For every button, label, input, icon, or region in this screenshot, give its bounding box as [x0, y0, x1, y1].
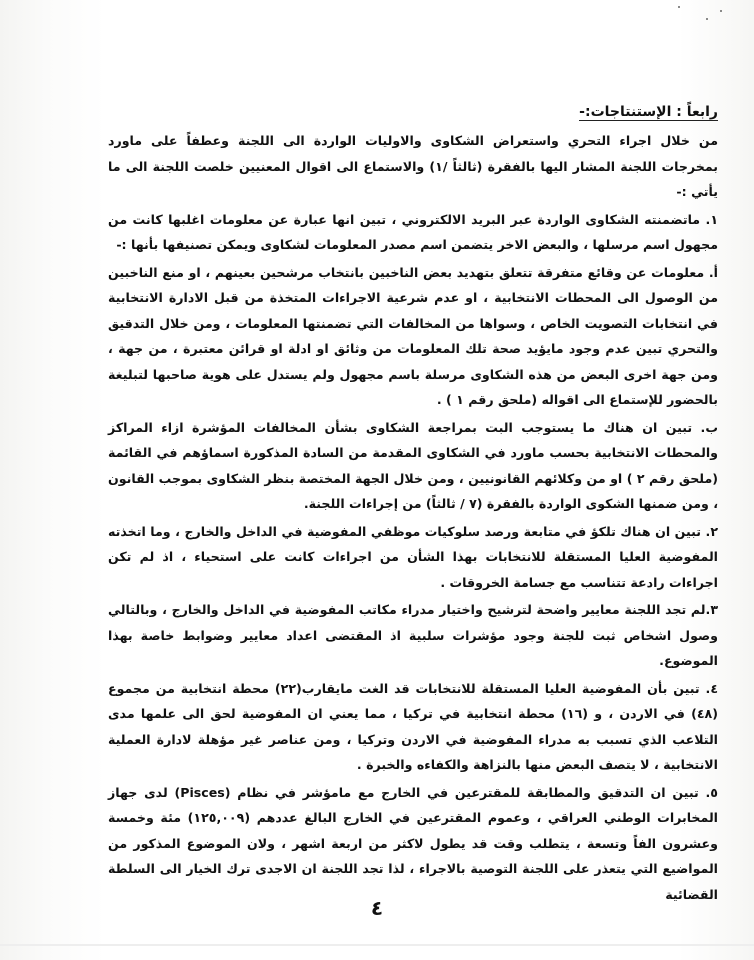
page-number: ٤	[370, 896, 384, 920]
item-1a-paragraph: أ. معلومات عن وقائع متفرقة تتعلق بتهديد بعض الناخبين بانتخاب مرشحين بعينهم ، او منع الناخبين من الوصول الى المحطات الانتخابية ، او عدم شرعية الاجراءات المتخذة من قبل الادارة الانتخابية في انتخابات التصويت الخاص ، وسواها من المخالفات التي تضمنتها المعلومات ، ومن خلال التدقيق والتحري تبين عدم وجود مايؤيد صحة تلك المعلومات من وثائق او ادلة او قرائن معتبرة ، من جهة ، ومن جهة اخرى البعض من هذه الشكاوى مرسلة باسم مجهول ولم يستدل على هوية صاحبها لتبليغة بالحضور للإستماع الى اقواله (ملحق رقم ١ ) .	[108, 264, 718, 407]
item-4-paragraph: ٤. تبين بأن المفوضية العليا المستقلة للانتخابات قد الغت مايقارب(٢٢) محطة انتخابية من مجموع (٤٨) في الاردن ، و (١٦) محطة انتخابية في تركيا ، مما يعني ان المفوضية لحق الى علمها مدى التلاعب الذي تسبب به مدراء المفوضية في الاردن وتركيا ، ومن عناصر غير مؤهلة لادارة العملية الانتخابية ، لا يتصف البعض منها بالنزاهة والكفاءه والخبرة .	[108, 680, 718, 772]
document-body	[108, 98, 718, 909]
item-1-paragraph: ١. ماتضمنته الشكاوى الواردة عبر البريد الالكتروني ، تبين انها عبارة عن معلومات اغلبها كانت من مجهول اسم مرسلها ، والبعض الاخر يتضمن اسم مصدر المعلومات لشكاوى ويمكن تصنيفها بأنها :-	[108, 211, 718, 252]
intro-paragraph: من خلال اجراء التحري واستعراض الشكاوى والاوليات الواردة الى اللجنة وعطفاً على ماورد بمخرجات اللجنة المشار اليها بالفقرة (ثالثاً /١) والاستماع الى اقوال المعنيين خلصت اللجنة الى ما يأتي :-	[108, 133, 718, 199]
item-2-paragraph: ٢. تبين ان هناك تلكؤ في متابعة ورصد سلوكيات موظفي المفوضية في الداخل والخارج ، وما اتخذته المفوضية العليا المستقلة للانتخابات بهذا الشأن من اجراءات كانت على استحياء ، اذ لم تكن اجراءات رادعة تتناسب مع جسامة الخروقات .	[108, 523, 718, 590]
item-3-paragraph: ٣.لم تجد اللجنة معايير واضحة لترشيح واختيار مدراء مكاتب المفوضية في الداخل والخارج ، وبالتالي وصول اشخاص ثبت للجنة وجود مؤشرات سلبية اذ المقتضى اعداد معايير وضوابط خاصة بهذا الموضوع.	[108, 602, 718, 668]
speck	[678, 6, 680, 8]
item-5-paragraph: ٥. تبين ان التدقيق والمطابقة للمقترعين في الخارج مع مامؤشر في نظام (Pisces) لدى جهاز المخابرات الوطني العراقي ، وعموم المقترعين في الخارج البالغ عددهم (١٢٥,٠٠٩) مئة وخمسة وعشرون الفاً وتسعة ، يتطلب وقت قد يطول لاكثر من اربعة اشهر ، ولان الموضوع المذكور من المواضيع التي يتعذر على اللجنة التوصية بالاجراء ، لذا تجد اللجنة ان الاجدى ترك الخيار الى السلطة القضائية	[108, 784, 718, 902]
scan-specks	[560, 0, 740, 30]
speck	[720, 10, 722, 12]
section-heading-text: رابعاً : الإستنتاجات:-	[579, 104, 718, 120]
section-heading	[108, 98, 718, 126]
item-1b-paragraph: ب. تبين ان هناك ما يستوجب البت بمراجعة الشكاوى بشأن المخالفات المؤشرة ازاء المراكز والمحطات الانتخابية بحسب ماورد في الشكاوى المقدمة من السادة المذكورة اسماؤهم في القائمة (ملحق رقم ٢ ) او من وكلائهم القانونيين ، ومن خلال الجهة المختصة بنظر الشكاوى بموجب القانون ، ومن ضمنها الشكوى الواردة بالفقرة (٧ / ثالثاً) من إجراءات اللجنة.	[108, 419, 718, 511]
scan-edge	[0, 944, 754, 946]
speck	[706, 18, 708, 20]
